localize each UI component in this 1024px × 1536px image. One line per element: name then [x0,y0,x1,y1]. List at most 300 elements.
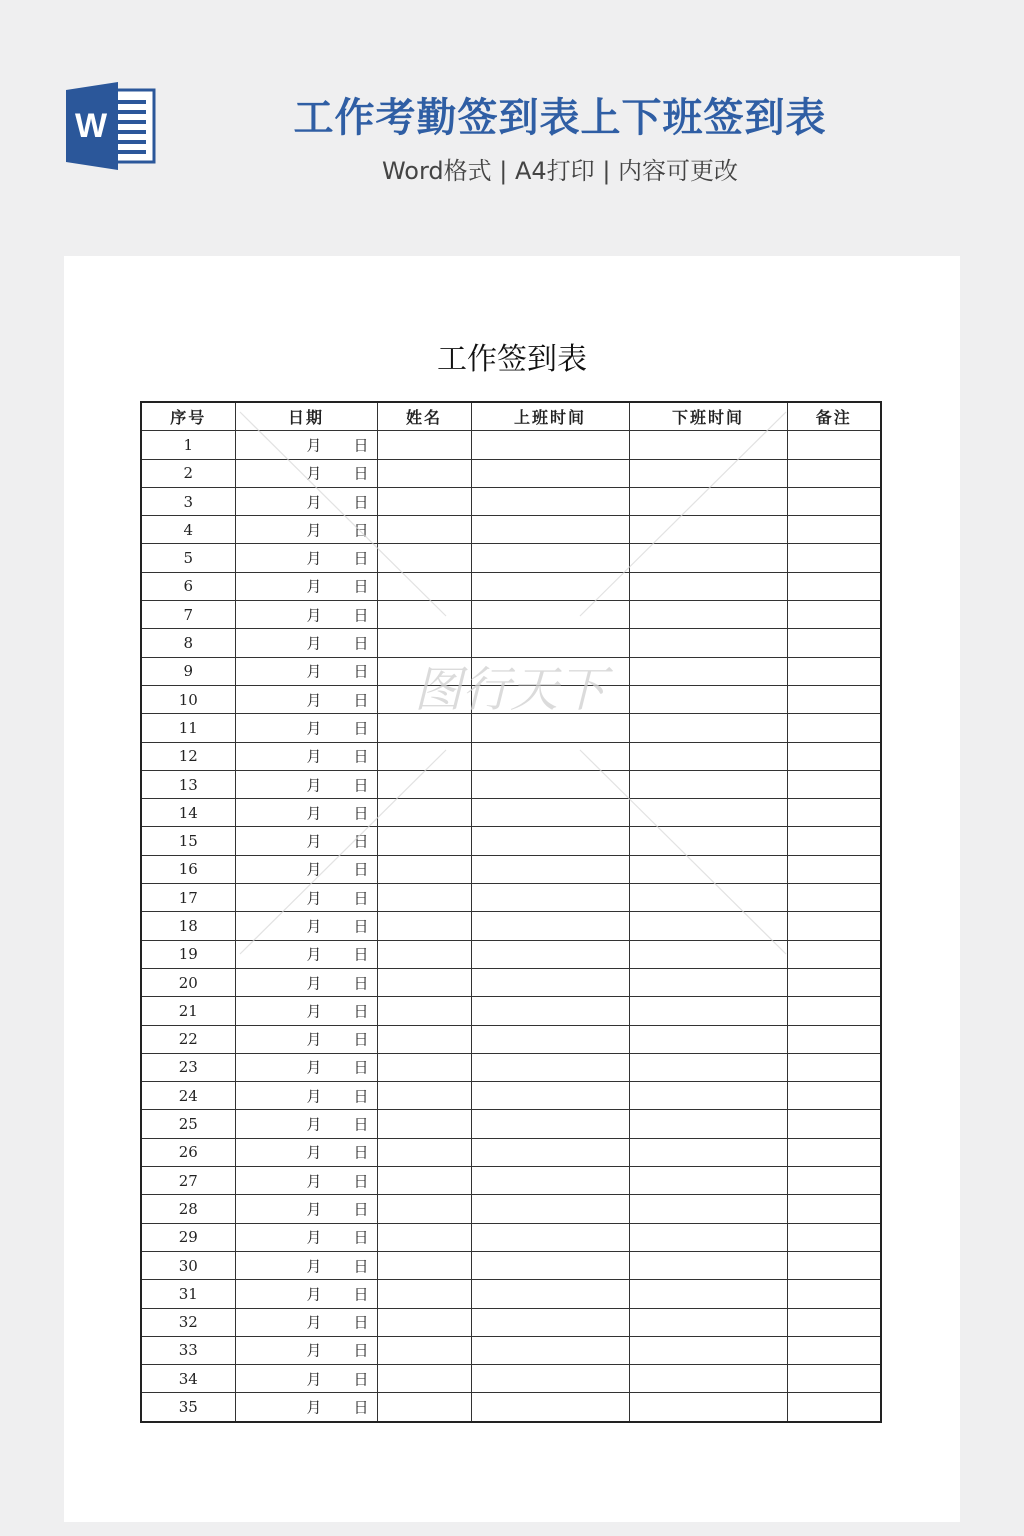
month-label: 月 [306,1002,322,1021]
row-name-cell[interactable] [377,968,471,996]
month-label: 月 [306,521,322,540]
table-row [141,516,881,544]
row-end-time-cell[interactable] [629,516,787,544]
row-end-time-cell[interactable] [629,940,787,968]
row-name-cell[interactable] [377,940,471,968]
document-page [64,256,960,1522]
row-serial-number: 28 [141,1195,235,1223]
day-label: 日 [353,1370,369,1389]
table-row [141,827,881,855]
day-label: 日 [353,974,369,993]
row-end-time-cell[interactable] [629,742,787,770]
day-label: 日 [353,1115,369,1134]
month-label: 月 [306,464,322,483]
row-end-time-cell[interactable] [629,884,787,912]
table-row [141,1251,881,1279]
row-date-cell [235,940,377,968]
row-serial-number: 13 [141,770,235,798]
table-row [141,1336,881,1364]
row-end-time-cell[interactable] [629,770,787,798]
month-label: 月 [306,1285,322,1304]
table-row [141,1308,881,1336]
row-date-cell [235,1082,377,1110]
row-date-cell [235,487,377,515]
row-start-time-cell[interactable] [471,516,629,544]
row-end-time-cell[interactable] [629,629,787,657]
row-start-time-cell[interactable] [471,1195,629,1223]
row-name-cell[interactable] [377,884,471,912]
row-start-time-cell[interactable] [471,968,629,996]
table-row [141,431,881,459]
row-start-time-cell[interactable] [471,487,629,515]
row-date-cell [235,1110,377,1138]
word-logo-letter: W [74,107,108,145]
table-row [141,657,881,685]
row-remarks-cell[interactable] [787,1053,881,1081]
row-date-cell [235,1167,377,1195]
row-date-cell [235,459,377,487]
header-start-time: 上班时间 [471,402,629,431]
banner-subtitle: Word格式 | A4打印 | 内容可更改 [381,157,739,185]
row-end-time-cell[interactable] [629,1082,787,1110]
row-end-time-cell[interactable] [629,1167,787,1195]
month-label: 月 [306,1058,322,1077]
row-end-time-cell[interactable] [629,431,787,459]
row-name-cell[interactable] [377,1223,471,1251]
row-end-time-cell[interactable] [629,1138,787,1166]
row-serial-number: 9 [141,657,235,685]
row-name-cell[interactable] [377,855,471,883]
row-end-time-cell[interactable] [629,459,787,487]
row-start-time-cell[interactable] [471,1365,629,1393]
header-remarks: 备注 [787,402,881,431]
row-start-time-cell[interactable] [471,572,629,600]
row-date-cell [235,431,377,459]
row-remarks-cell[interactable] [787,799,881,827]
row-serial-number: 4 [141,516,235,544]
row-serial-number: 34 [141,1365,235,1393]
row-date-cell [235,742,377,770]
signin-table-container [140,401,882,1423]
row-name-cell[interactable] [377,544,471,572]
table-row [141,629,881,657]
row-name-cell[interactable] [377,516,471,544]
day-label: 日 [353,945,369,964]
table-row [141,940,881,968]
row-serial-number: 24 [141,1082,235,1110]
day-label: 日 [353,1058,369,1077]
row-start-time-cell[interactable] [471,940,629,968]
row-date-cell [235,629,377,657]
month-label: 月 [306,436,322,455]
row-remarks-cell[interactable] [787,912,881,940]
table-row [141,1280,881,1308]
month-label: 月 [306,776,322,794]
table-row [141,855,881,883]
day-label: 日 [353,776,369,794]
header-name: 姓名 [377,402,471,431]
day-label: 日 [353,832,369,851]
table-row [141,1393,881,1422]
row-remarks-cell[interactable] [787,544,881,572]
row-end-time-cell[interactable] [629,601,787,629]
row-remarks-cell[interactable] [787,1167,881,1195]
row-date-cell [235,770,377,798]
row-remarks-cell[interactable] [787,1082,881,1110]
day-label: 日 [353,1087,369,1106]
day-label: 日 [353,606,369,625]
row-name-cell[interactable] [377,1365,471,1393]
month-label: 月 [306,1313,322,1332]
row-serial-number: 25 [141,1110,235,1138]
row-end-time-cell[interactable] [629,1393,787,1422]
row-serial-number: 7 [141,601,235,629]
day-label: 日 [353,549,369,568]
row-end-time-cell[interactable] [629,968,787,996]
month-label: 月 [306,860,322,879]
row-start-time-cell[interactable] [471,1167,629,1195]
row-start-time-cell[interactable] [471,657,629,685]
row-name-cell[interactable] [377,770,471,798]
row-start-time-cell[interactable] [471,431,629,459]
row-remarks-cell[interactable] [787,1280,881,1308]
day-label: 日 [353,1200,369,1219]
row-remarks-cell[interactable] [787,997,881,1025]
row-serial-number: 6 [141,572,235,600]
row-start-time-cell[interactable] [471,544,629,572]
row-date-cell [235,1336,377,1364]
day-label: 日 [353,917,369,936]
row-name-cell[interactable] [377,601,471,629]
row-remarks-cell[interactable] [787,742,881,770]
day-label: 日 [353,436,369,455]
row-name-cell[interactable] [377,1393,471,1422]
row-name-cell[interactable] [377,714,471,742]
row-start-time-cell[interactable] [471,1336,629,1364]
table-row [141,1082,881,1110]
row-serial-number: 5 [141,544,235,572]
row-start-time-cell[interactable] [471,1223,629,1251]
word-document-icon [62,80,158,172]
day-label: 日 [353,1143,369,1162]
table-row [141,1167,881,1195]
month-label: 月 [306,832,322,851]
day-label: 日 [353,1341,369,1360]
row-date-cell [235,657,377,685]
row-end-time-cell[interactable] [629,657,787,685]
row-start-time-cell[interactable] [471,742,629,770]
row-serial-number: 2 [141,459,235,487]
row-start-time-cell[interactable] [471,629,629,657]
row-start-time-cell[interactable] [471,912,629,940]
row-serial-number: 19 [141,940,235,968]
row-date-cell [235,714,377,742]
day-label: 日 [353,1257,369,1276]
row-end-time-cell[interactable] [629,827,787,855]
row-remarks-cell[interactable] [787,685,881,713]
table-row [141,912,881,940]
row-serial-number: 14 [141,799,235,827]
day-label: 日 [353,1285,369,1304]
day-label: 日 [353,1172,369,1191]
row-end-time-cell[interactable] [629,1195,787,1223]
row-start-time-cell[interactable] [471,799,629,827]
row-name-cell[interactable] [377,1110,471,1138]
month-label: 月 [306,1370,322,1389]
row-end-time-cell[interactable] [629,544,787,572]
header-end-time: 下班时间 [629,402,787,431]
month-label: 月 [306,917,322,936]
row-serial-number: 26 [141,1138,235,1166]
table-row [141,1053,881,1081]
row-remarks-cell[interactable] [787,1393,881,1422]
row-serial-number: 17 [141,884,235,912]
month-label: 月 [306,1341,322,1360]
month-label: 月 [306,493,322,512]
row-serial-number: 12 [141,742,235,770]
row-date-cell [235,827,377,855]
header-date: 日期 [235,402,377,431]
row-remarks-cell[interactable] [787,1251,881,1279]
month-label: 月 [306,1200,322,1219]
row-remarks-cell[interactable] [787,516,881,544]
row-start-time-cell[interactable] [471,714,629,742]
row-name-cell[interactable] [377,742,471,770]
row-remarks-cell[interactable] [787,1336,881,1364]
row-start-time-cell[interactable] [471,997,629,1025]
row-remarks-cell[interactable] [787,572,881,600]
row-start-time-cell[interactable] [471,1393,629,1422]
row-name-cell[interactable] [377,799,471,827]
row-name-cell[interactable] [377,912,471,940]
watermark-text: 图行天下 [413,662,607,718]
row-date-cell [235,685,377,713]
row-serial-number: 15 [141,827,235,855]
row-name-cell[interactable] [377,1336,471,1364]
row-serial-number: 22 [141,1025,235,1053]
row-date-cell [235,1053,377,1081]
table-row [141,997,881,1025]
row-name-cell[interactable] [377,1082,471,1110]
banner-title: 工作考勤签到表上下班签到表 [293,95,827,141]
table-row [141,968,881,996]
row-remarks-cell[interactable] [787,855,881,883]
day-label: 日 [353,493,369,512]
row-end-time-cell[interactable] [629,912,787,940]
row-end-time-cell[interactable] [629,799,787,827]
row-end-time-cell[interactable] [629,1251,787,1279]
row-name-cell[interactable] [377,1053,471,1081]
row-start-time-cell[interactable] [471,770,629,798]
table-row [141,1110,881,1138]
row-name-cell[interactable] [377,827,471,855]
row-remarks-cell[interactable] [787,1110,881,1138]
month-label: 月 [306,662,322,681]
row-remarks-cell[interactable] [787,657,881,685]
row-start-time-cell[interactable] [471,827,629,855]
row-remarks-cell[interactable] [787,940,881,968]
row-serial-number: 33 [141,1336,235,1364]
table-body [141,431,881,1422]
row-date-cell [235,968,377,996]
table-row [141,742,881,770]
table-row [141,459,881,487]
row-date-cell [235,1251,377,1279]
table-row [141,884,881,912]
row-name-cell[interactable] [377,431,471,459]
table-row [141,487,881,515]
table-row [141,1223,881,1251]
row-start-time-cell[interactable] [471,1251,629,1279]
row-serial-number: 32 [141,1308,235,1336]
day-label: 日 [353,747,369,766]
day-label: 日 [353,577,369,596]
row-end-time-cell[interactable] [629,1025,787,1053]
row-date-cell [235,884,377,912]
row-name-cell[interactable] [377,657,471,685]
row-name-cell[interactable] [377,1195,471,1223]
row-name-cell[interactable] [377,1025,471,1053]
row-date-cell [235,1393,377,1422]
day-label: 日 [353,804,369,823]
header-serial-number: 序号 [141,402,235,431]
row-remarks-cell[interactable] [787,827,881,855]
row-date-cell [235,516,377,544]
row-name-cell[interactable] [377,629,471,657]
row-end-time-cell[interactable] [629,685,787,713]
row-start-time-cell[interactable] [471,1025,629,1053]
table-row [141,1025,881,1053]
row-serial-number: 10 [141,685,235,713]
row-date-cell [235,997,377,1025]
row-name-cell[interactable] [377,459,471,487]
row-remarks-cell[interactable] [787,1223,881,1251]
table-header-row [141,402,881,431]
row-date-cell [235,1138,377,1166]
table-row [141,601,881,629]
row-remarks-cell[interactable] [787,968,881,996]
row-name-cell[interactable] [377,997,471,1025]
row-remarks-cell[interactable] [787,431,881,459]
month-label: 月 [306,634,322,653]
month-label: 月 [306,945,322,964]
row-name-cell[interactable] [377,572,471,600]
row-date-cell [235,1195,377,1223]
month-label: 月 [306,577,322,596]
row-end-time-cell[interactable] [629,1223,787,1251]
row-end-time-cell[interactable] [629,855,787,883]
table-row [141,1195,881,1223]
month-label: 月 [306,606,322,625]
row-remarks-cell[interactable] [787,884,881,912]
row-start-time-cell[interactable] [471,1053,629,1081]
row-remarks-cell[interactable] [787,487,881,515]
row-name-cell[interactable] [377,1251,471,1279]
row-start-time-cell[interactable] [471,1280,629,1308]
table-row [141,1138,881,1166]
row-date-cell [235,601,377,629]
row-end-time-cell[interactable] [629,1053,787,1081]
row-serial-number: 29 [141,1223,235,1251]
month-label: 月 [306,804,322,823]
day-label: 日 [353,464,369,483]
row-end-time-cell[interactable] [629,1336,787,1364]
row-date-cell [235,1025,377,1053]
row-end-time-cell[interactable] [629,1110,787,1138]
day-label: 日 [353,662,369,681]
month-label: 月 [306,1030,322,1049]
month-label: 月 [306,1398,322,1417]
table-row [141,544,881,572]
row-remarks-cell[interactable] [787,1025,881,1053]
row-remarks-cell[interactable] [787,770,881,798]
table-row [141,685,881,713]
row-remarks-cell[interactable] [787,459,881,487]
month-label: 月 [306,1228,322,1247]
row-serial-number: 20 [141,968,235,996]
row-serial-number: 11 [141,714,235,742]
month-label: 月 [306,974,322,993]
day-label: 日 [353,691,369,710]
row-remarks-cell[interactable] [787,714,881,742]
row-start-time-cell[interactable] [471,1082,629,1110]
row-remarks-cell[interactable] [787,1138,881,1166]
row-name-cell[interactable] [377,1308,471,1336]
row-end-time-cell[interactable] [629,1365,787,1393]
row-remarks-cell[interactable] [787,629,881,657]
row-remarks-cell[interactable] [787,1365,881,1393]
day-label: 日 [353,1228,369,1247]
row-name-cell[interactable] [377,487,471,515]
day-label: 日 [353,521,369,540]
month-label: 月 [306,1257,322,1276]
row-remarks-cell[interactable] [787,1195,881,1223]
row-start-time-cell[interactable] [471,1110,629,1138]
row-end-time-cell[interactable] [629,487,787,515]
row-date-cell [235,1365,377,1393]
row-start-time-cell[interactable] [471,884,629,912]
row-serial-number: 31 [141,1280,235,1308]
row-serial-number: 27 [141,1167,235,1195]
table-row [141,799,881,827]
month-label: 月 [306,1172,322,1191]
row-serial-number: 1 [141,431,235,459]
row-name-cell[interactable] [377,1280,471,1308]
month-label: 月 [306,549,322,568]
row-name-cell[interactable] [377,1167,471,1195]
row-end-time-cell[interactable] [629,714,787,742]
row-start-time-cell[interactable] [471,459,629,487]
row-name-cell[interactable] [377,1138,471,1166]
row-start-time-cell[interactable] [471,855,629,883]
row-name-cell[interactable] [377,685,471,713]
row-serial-number: 21 [141,997,235,1025]
row-end-time-cell[interactable] [629,997,787,1025]
row-date-cell [235,1223,377,1251]
row-remarks-cell[interactable] [787,1308,881,1336]
row-serial-number: 23 [141,1053,235,1081]
row-start-time-cell[interactable] [471,685,629,713]
row-end-time-cell[interactable] [629,1308,787,1336]
row-start-time-cell[interactable] [471,1138,629,1166]
row-remarks-cell[interactable] [787,601,881,629]
row-start-time-cell[interactable] [471,601,629,629]
row-start-time-cell[interactable] [471,1308,629,1336]
row-end-time-cell[interactable] [629,572,787,600]
row-serial-number: 18 [141,912,235,940]
row-date-cell [235,912,377,940]
row-end-time-cell[interactable] [629,1280,787,1308]
